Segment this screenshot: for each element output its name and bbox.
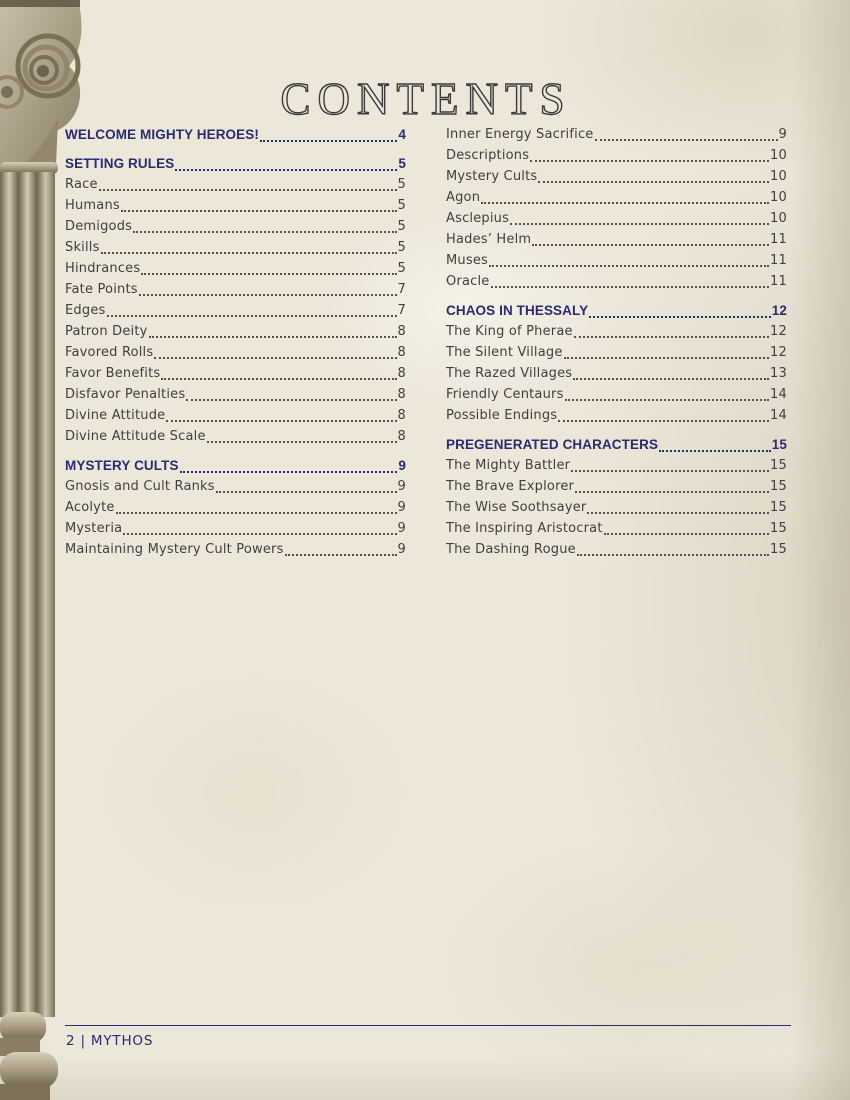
toc-entry[interactable] bbox=[446, 229, 787, 250]
toc-page-number: 10 bbox=[770, 169, 787, 184]
toc-column-right bbox=[446, 124, 787, 560]
toc-page-number: 15 bbox=[770, 521, 787, 536]
toc-label: Descriptions bbox=[446, 148, 530, 163]
footer-rule bbox=[65, 1025, 791, 1026]
toc-label: The Brave Explorer bbox=[446, 479, 575, 494]
toc-entry[interactable] bbox=[446, 208, 787, 229]
toc-page-number: 4 bbox=[398, 127, 406, 142]
toc-page-number: 8 bbox=[397, 387, 406, 402]
toc-entry[interactable] bbox=[446, 145, 787, 166]
toc-page-number: 5 bbox=[397, 198, 406, 213]
dot-leader bbox=[595, 139, 778, 141]
toc-page-number: 5 bbox=[398, 156, 406, 171]
toc-entry[interactable] bbox=[65, 497, 406, 518]
toc-column-left bbox=[65, 124, 406, 560]
toc-entry[interactable] bbox=[446, 342, 787, 363]
toc-heading[interactable] bbox=[446, 434, 787, 455]
toc-entry[interactable] bbox=[65, 237, 406, 258]
toc-label: The Inspiring Aristocrat bbox=[446, 521, 603, 536]
toc-page-number: 5 bbox=[397, 177, 406, 192]
toc-entry[interactable] bbox=[446, 124, 787, 145]
page-title-container bbox=[64, 70, 788, 132]
toc-entry[interactable] bbox=[65, 216, 406, 237]
toc-entry[interactable] bbox=[65, 321, 406, 342]
toc-entry[interactable] bbox=[65, 195, 406, 216]
toc-entry[interactable] bbox=[446, 476, 787, 497]
toc-label: The Wise Soothsayer bbox=[446, 500, 587, 515]
toc-label: Fate Points bbox=[65, 282, 138, 297]
toc-label: The Silent Village bbox=[446, 345, 563, 360]
toc-page-number: 8 bbox=[397, 429, 406, 444]
toc-label: Demigods bbox=[65, 219, 133, 234]
toc-label: Mysteria bbox=[65, 521, 123, 536]
toc-entry[interactable] bbox=[446, 384, 787, 405]
dot-leader bbox=[571, 470, 769, 472]
dot-leader bbox=[481, 202, 769, 204]
toc-label: Friendly Centaurs bbox=[446, 387, 564, 402]
toc-page-number: 10 bbox=[770, 211, 787, 226]
dot-leader bbox=[216, 491, 397, 493]
toc-label: Inner Energy Sacrifice bbox=[446, 127, 594, 142]
toc-entry[interactable] bbox=[446, 271, 787, 292]
toc-label: PREGENERATED CHARACTERS bbox=[446, 437, 659, 452]
dot-leader bbox=[575, 491, 769, 493]
page-title: CONTENTS bbox=[280, 74, 572, 124]
dot-leader bbox=[166, 420, 396, 422]
toc-page-number: 5 bbox=[397, 261, 406, 276]
toc-page-number: 7 bbox=[397, 303, 406, 318]
toc-entry[interactable] bbox=[65, 174, 406, 195]
toc-label: Divine Attitude bbox=[65, 408, 166, 423]
toc-page-number: 5 bbox=[397, 219, 406, 234]
toc-page-number: 11 bbox=[770, 253, 787, 268]
toc-page-number: 9 bbox=[397, 542, 406, 557]
toc-entry[interactable] bbox=[65, 258, 406, 279]
toc-heading[interactable] bbox=[65, 124, 406, 145]
dot-leader bbox=[207, 441, 397, 443]
dot-leader bbox=[116, 512, 397, 514]
dot-leader bbox=[587, 512, 769, 514]
toc-page-number: 15 bbox=[770, 542, 787, 557]
table-of-contents bbox=[65, 124, 787, 560]
dot-leader bbox=[510, 223, 769, 225]
toc-label: Hindrances bbox=[65, 261, 141, 276]
toc-entry[interactable] bbox=[446, 405, 787, 426]
toc-page-number: 11 bbox=[770, 232, 787, 247]
toc-entry[interactable] bbox=[65, 518, 406, 539]
toc-label: The Razed Villages bbox=[446, 366, 573, 381]
toc-label: Disfavor Penalties bbox=[65, 387, 186, 402]
toc-page-number: 10 bbox=[770, 190, 787, 205]
toc-label: Favor Benefits bbox=[65, 366, 161, 381]
dot-leader bbox=[659, 450, 771, 452]
toc-entry[interactable] bbox=[65, 539, 406, 560]
toc-label: Oracle bbox=[446, 274, 490, 289]
toc-page-number: 15 bbox=[771, 437, 787, 452]
toc-page-number: 15 bbox=[770, 479, 787, 494]
toc-page-number: 13 bbox=[770, 366, 787, 381]
toc-entry[interactable] bbox=[446, 455, 787, 476]
toc-page-number: 9 bbox=[398, 458, 406, 473]
dot-leader bbox=[123, 533, 396, 535]
dot-leader bbox=[175, 169, 397, 171]
dot-leader bbox=[180, 471, 398, 473]
toc-entry[interactable] bbox=[446, 321, 787, 342]
toc-label: Skills bbox=[65, 240, 100, 255]
toc-entry[interactable] bbox=[446, 497, 787, 518]
toc-entry[interactable] bbox=[65, 476, 406, 497]
toc-label: Edges bbox=[65, 303, 106, 318]
dot-leader bbox=[107, 315, 397, 317]
toc-label: Acolyte bbox=[65, 500, 115, 515]
dot-leader bbox=[564, 357, 770, 359]
toc-entry[interactable] bbox=[65, 384, 406, 405]
toc-entry[interactable] bbox=[446, 539, 787, 560]
toc-label: CHAOS IN THESSALY bbox=[446, 303, 589, 318]
toc-label: Gnosis and Cult Ranks bbox=[65, 479, 215, 494]
toc-label: Muses bbox=[446, 253, 488, 268]
toc-label: WELCOME MIGHTY HEROES! bbox=[65, 127, 259, 142]
toc-page-number: 5 bbox=[397, 240, 406, 255]
toc-entry[interactable] bbox=[446, 363, 787, 384]
dot-leader bbox=[161, 378, 396, 380]
toc-label: Maintaining Mystery Cult Powers bbox=[65, 542, 284, 557]
toc-label: Humans bbox=[65, 198, 120, 213]
toc-entry[interactable] bbox=[65, 279, 406, 300]
toc-page-number: 14 bbox=[770, 387, 787, 402]
dot-leader bbox=[532, 244, 769, 246]
toc-entry[interactable] bbox=[65, 405, 406, 426]
toc-label: Favored Rolls bbox=[65, 345, 154, 360]
toc-heading[interactable] bbox=[65, 455, 406, 476]
dot-leader bbox=[558, 420, 769, 422]
toc-page-number: 9 bbox=[397, 521, 406, 536]
toc-entry[interactable] bbox=[446, 187, 787, 208]
toc-entry[interactable] bbox=[65, 426, 406, 447]
toc-heading[interactable] bbox=[446, 300, 787, 321]
toc-label: The Mighty Battler bbox=[446, 458, 571, 473]
toc-label: Hades’ Helm bbox=[446, 232, 532, 247]
toc-label: Possible Endings bbox=[446, 408, 558, 423]
toc-page-number: 14 bbox=[770, 408, 787, 423]
dot-leader bbox=[260, 140, 397, 142]
dot-leader bbox=[139, 294, 397, 296]
toc-label: MYSTERY CULTS bbox=[65, 458, 179, 473]
dot-leader bbox=[538, 181, 769, 183]
toc-label: Asclepius bbox=[446, 211, 510, 226]
footer-page-label: 2 | MYTHOS bbox=[66, 1033, 154, 1049]
dot-leader bbox=[604, 533, 769, 535]
dot-leader bbox=[565, 399, 769, 401]
toc-page-number: 10 bbox=[770, 148, 787, 163]
dot-leader bbox=[285, 554, 397, 556]
dot-leader bbox=[121, 210, 397, 212]
toc-page-number: 12 bbox=[771, 303, 787, 318]
dot-leader bbox=[149, 336, 397, 338]
dot-leader bbox=[101, 252, 397, 254]
dot-leader bbox=[186, 399, 396, 401]
dot-leader bbox=[491, 286, 770, 288]
toc-page-number: 15 bbox=[770, 500, 787, 515]
toc-page-number: 11 bbox=[770, 274, 787, 289]
dot-leader bbox=[589, 316, 771, 318]
toc-entry[interactable] bbox=[65, 300, 406, 321]
dot-leader bbox=[573, 378, 769, 380]
toc-entry[interactable] bbox=[446, 250, 787, 271]
toc-entry[interactable] bbox=[65, 363, 406, 384]
dot-leader bbox=[99, 189, 397, 191]
toc-entry[interactable] bbox=[65, 342, 406, 363]
dot-leader bbox=[133, 231, 396, 233]
toc-page-number: 12 bbox=[770, 345, 787, 360]
toc-page-number: 12 bbox=[770, 324, 787, 339]
toc-page-number: 8 bbox=[397, 408, 406, 423]
toc-label: Divine Attitude Scale bbox=[65, 429, 206, 444]
toc-label: Race bbox=[65, 177, 98, 192]
dot-leader bbox=[489, 265, 769, 267]
dot-leader bbox=[141, 273, 396, 275]
toc-label: The King of Pherae bbox=[446, 324, 573, 339]
toc-page-number: 8 bbox=[397, 324, 406, 339]
toc-entry[interactable] bbox=[446, 518, 787, 539]
toc-page-number: 9 bbox=[397, 500, 406, 515]
toc-label: Agon bbox=[446, 190, 481, 205]
toc-label: Patron Deity bbox=[65, 324, 148, 339]
toc-page-number: 8 bbox=[397, 366, 406, 381]
dot-leader bbox=[574, 336, 769, 338]
toc-entry[interactable] bbox=[446, 166, 787, 187]
toc-page-number: 9 bbox=[397, 479, 406, 494]
dot-leader bbox=[577, 554, 769, 556]
page-title-art bbox=[64, 70, 788, 128]
toc-heading[interactable] bbox=[65, 153, 406, 174]
toc-page-number: 8 bbox=[397, 345, 406, 360]
toc-label: SETTING RULES bbox=[65, 156, 175, 171]
toc-page-number: 15 bbox=[770, 458, 787, 473]
toc-page-number: 9 bbox=[778, 127, 787, 142]
toc-page-number: 7 bbox=[397, 282, 406, 297]
dot-leader bbox=[530, 160, 769, 162]
toc-label: The Dashing Rogue bbox=[446, 542, 576, 557]
toc-label: Mystery Cults bbox=[446, 169, 538, 184]
dot-leader bbox=[154, 357, 396, 359]
